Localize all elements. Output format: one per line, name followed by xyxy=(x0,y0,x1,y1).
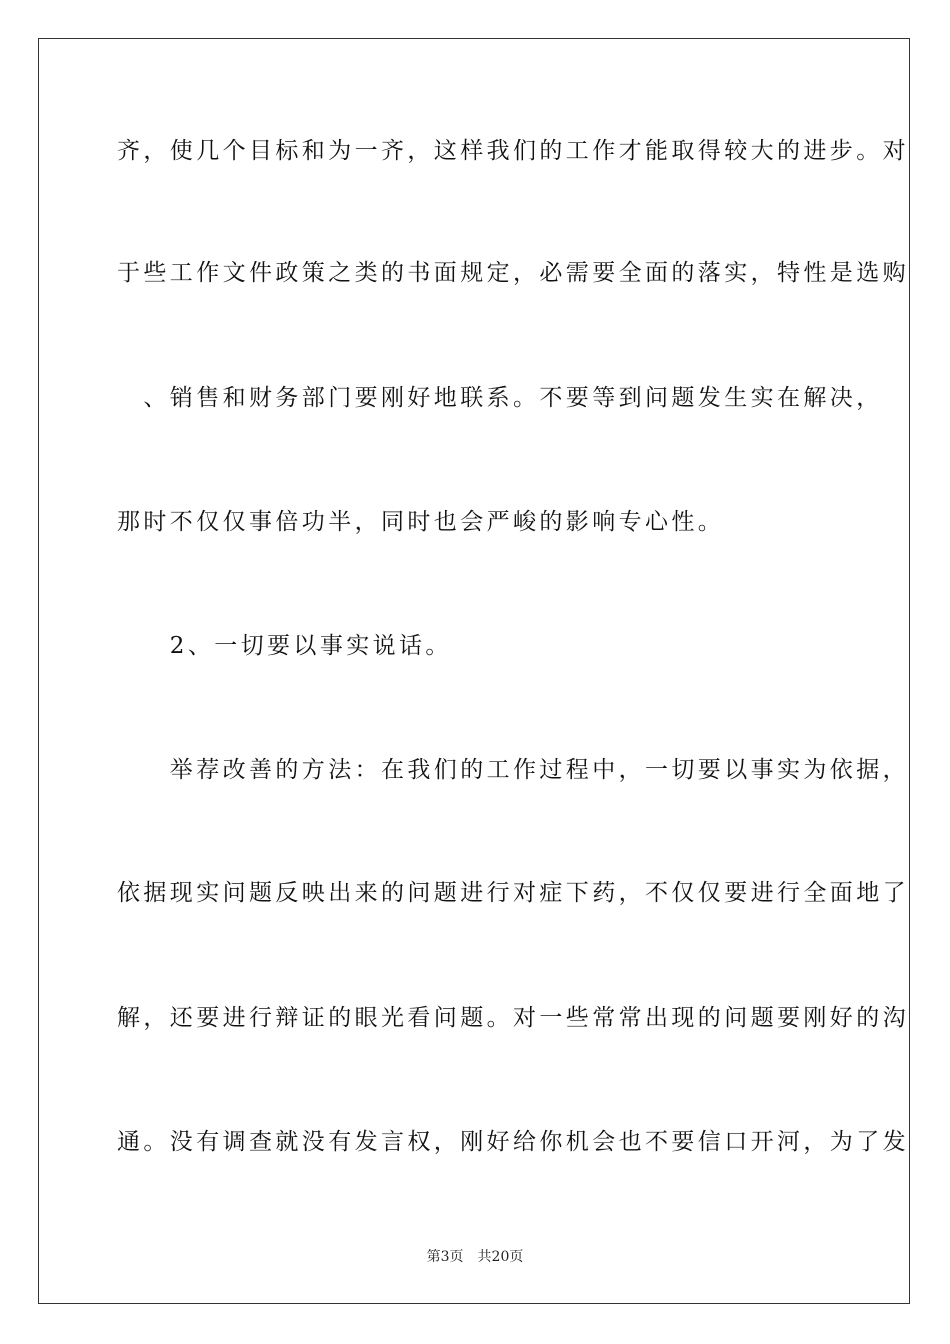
text-line-3: 、销售和财务部门要刚好地联系。不要等到问题发生实在解决， xyxy=(117,385,883,411)
text-line-4: 那时不仅仅事倍功半，同时也会严峻的影响专心性。 xyxy=(117,509,725,535)
page-footer xyxy=(0,1248,950,1266)
text-line-5: 2、一切要以事实说话。 xyxy=(117,633,452,659)
text-line-8: 解，还要进行辩证的眼光看问题。对一些常常出现的问题要刚好的沟 xyxy=(117,1005,909,1031)
text-line-9: 通。没有调查就没有发言权，刚好给你机会也不要信口开河，为了发 xyxy=(117,1129,909,1155)
text-line-7: 依据现实问题反映出来的问题进行对症下药，不仅仅要进行全面地了 xyxy=(117,880,909,906)
text-line-2: 于些工作文件政策之类的书面规定，必需要全面的落实，特性是选购 xyxy=(117,260,909,286)
text-line-1: 齐，使几个目标和为一齐，这样我们的工作才能取得较大的进步。对 xyxy=(117,138,909,164)
page-total: 共20页 xyxy=(477,1249,524,1265)
page-number: 第3页 xyxy=(426,1249,464,1265)
page-border xyxy=(38,38,910,1304)
text-line-6: 举荐改善的方法：在我们的工作过程中，一切要以事实为依据， xyxy=(117,757,909,783)
